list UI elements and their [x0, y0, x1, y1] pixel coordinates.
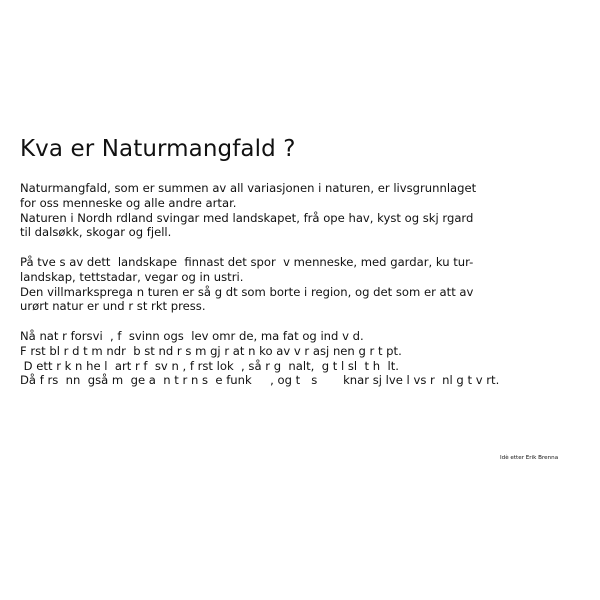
text-line: Då f rs nn gså m ge a n t r n s e funk , og t s knar sj lve l vs r nl g t v rt.	[20, 373, 500, 388]
text-line: Naturmangfald, som er summen av all variasjonen i naturen, er livsgrunnlaget	[20, 181, 477, 195]
text-line: D ett r k n he l art r f sv n , f rst lok , så r g nalt, g t l sl t h lt.	[20, 358, 399, 373]
body-text	[20, 181, 580, 403]
paragraph-1	[20, 181, 580, 240]
text-line: til dalsøkk, skogar og fjell.	[20, 225, 172, 240]
text-line: Nå nat r forsvi , f svinn ogs lev omr de, ma fat og ind v d.	[20, 328, 364, 343]
page-title: Kva er Naturmangfald ?	[20, 136, 296, 162]
text-line: På tve s av dett landskape finnast det spor v menneske, med gardar, ku tur-	[20, 254, 474, 269]
text-line: landskap, tettstadar, vegar og in ustri.	[20, 269, 244, 284]
text-line: Den villmarksprega n turen er så g dt som borte i region, og det som er att av	[20, 284, 474, 299]
text-line: Naturen i Nordh rdland svingar med landskapet, frå ope hav, kyst og skj rgard	[20, 210, 474, 225]
credit-text: Idè etter Erik Brenna	[500, 455, 559, 461]
text-line: for oss menneske og alle andre artar.	[20, 195, 237, 210]
paragraph-3	[20, 329, 580, 388]
text-line: F rst bl r d t m ndr b st nd r s m gj r at n ko av v r asj nen g r t pt.	[20, 343, 402, 358]
text-line: urørt natur er und r st rkt press.	[20, 299, 206, 314]
paragraph-2	[20, 255, 580, 314]
